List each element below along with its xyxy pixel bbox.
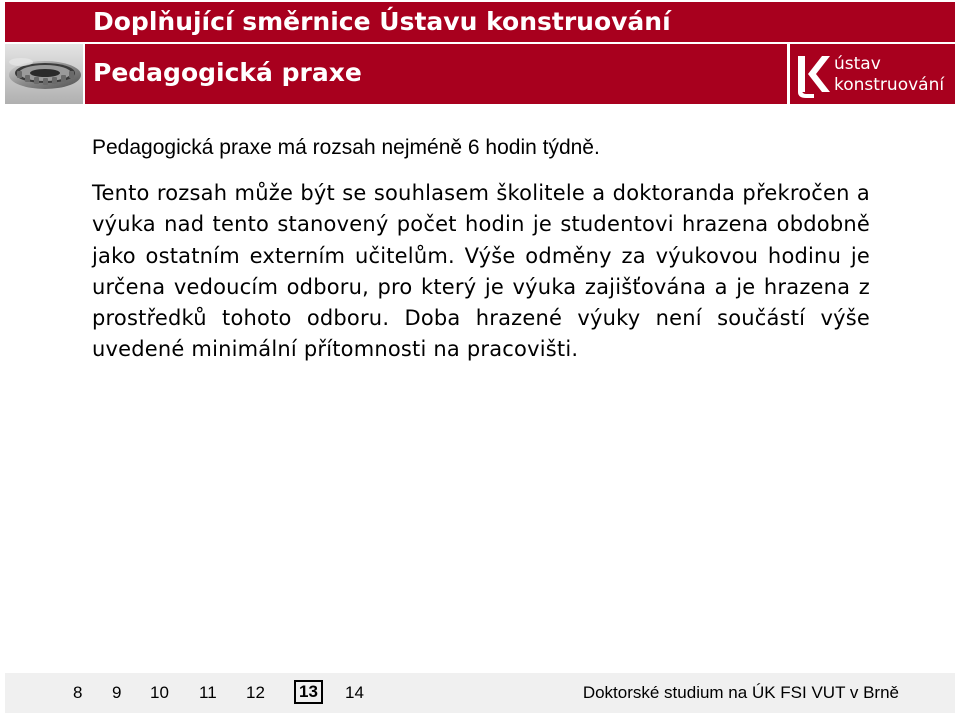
footer-bar (5, 673, 955, 713)
paragraph-details: Tento rozsah může být se souhlasem školitele a doktoranda překročen a výuka nad tento stanovený počet hodin je studentovi hrazena obdobně jako ostatním externím učitelům. Výše odměny za výukovou hodinu je určena vedoucím odboru, pro který je výuka zajišťována a je hrazena z prostředků tohoto odboru. Doba hrazené výuky není součástí výše uvedené minimální přítomnosti na pracovišti. (92, 181, 870, 362)
page-link-11[interactable]: 11 (199, 683, 217, 702)
content-area (92, 132, 870, 366)
page-title: Doplňující směrnice Ústavu konstruování (93, 7, 671, 36)
uk-logo-icon (792, 44, 836, 104)
page-subtitle: Pedagogická praxe (93, 58, 362, 87)
page-link-9[interactable]: 9 (112, 683, 122, 702)
page-link-10[interactable]: 10 (150, 683, 169, 702)
title-bar (5, 2, 955, 42)
subtitle-bar (5, 44, 955, 104)
page-link-13-current[interactable]: 13 (294, 680, 323, 704)
page-link-14[interactable]: 14 (345, 683, 364, 702)
institute-logo (787, 44, 955, 104)
logo-line-2: konstruování (834, 75, 945, 95)
paragraph-weekly-hours: Pedagogická praxe má rozsah nejméně 6 hodin týdně. (92, 136, 600, 159)
page-link-8[interactable]: 8 (73, 683, 83, 702)
bearing-icon (5, 44, 83, 104)
bearing-image (5, 44, 85, 104)
logo-line-1: ústav (834, 54, 881, 74)
page-link-12[interactable]: 12 (246, 683, 265, 702)
footer-label: Doktorské studium na ÚK FSI VUT v Brně (582, 683, 899, 702)
